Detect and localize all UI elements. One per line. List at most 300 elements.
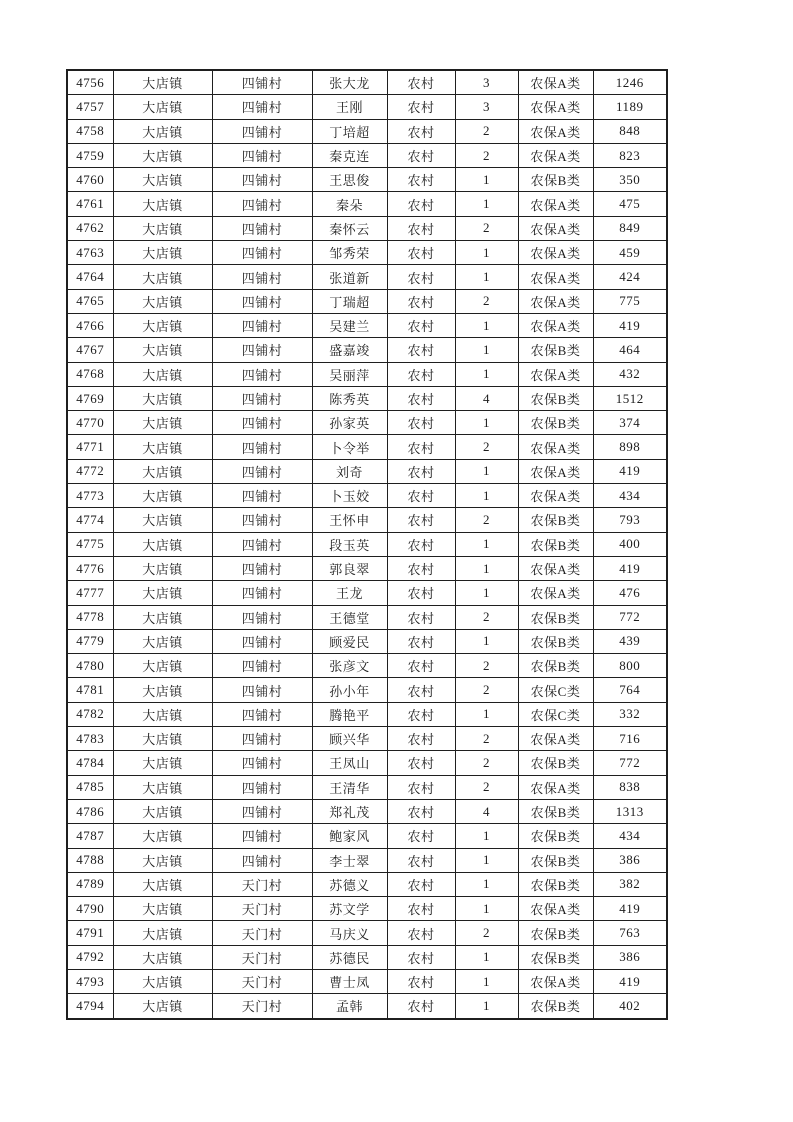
table-row [67,313,667,337]
table-row [67,678,667,702]
cell-serial: 4784 [67,751,113,775]
cell-category: 农保A类 [518,70,593,95]
cell-village: 四铺村 [212,435,312,459]
table-row [67,484,667,508]
cell-residence: 农村 [387,654,455,678]
cell-amount: 402 [593,994,667,1019]
cell-residence: 农村 [387,265,455,289]
cell-amount: 434 [593,484,667,508]
cell-town: 大店镇 [113,459,212,483]
cell-village: 天门村 [212,994,312,1019]
cell-residence: 农村 [387,411,455,435]
cell-village: 四铺村 [212,678,312,702]
cell-amount: 716 [593,727,667,751]
cell-town: 大店镇 [113,216,212,240]
cell-village: 四铺村 [212,216,312,240]
cell-serial: 4764 [67,265,113,289]
cell-town: 大店镇 [113,119,212,143]
cell-serial: 4790 [67,897,113,921]
cell-name: 张道新 [312,265,387,289]
cell-amount: 419 [593,897,667,921]
cell-town: 大店镇 [113,411,212,435]
table-row [67,508,667,532]
cell-count: 1 [455,581,518,605]
cell-serial: 4756 [67,70,113,95]
cell-count: 1 [455,824,518,848]
cell-count: 4 [455,386,518,410]
cell-serial: 4786 [67,799,113,823]
cell-count: 2 [455,654,518,678]
cell-name: 卜令举 [312,435,387,459]
cell-serial: 4782 [67,702,113,726]
cell-category: 农保B类 [518,921,593,945]
cell-count: 1 [455,484,518,508]
cell-serial: 4770 [67,411,113,435]
cell-town: 大店镇 [113,484,212,508]
cell-village: 四铺村 [212,241,312,265]
cell-amount: 1189 [593,95,667,119]
cell-serial: 4793 [67,969,113,993]
cell-name: 王清华 [312,775,387,799]
cell-name: 吴丽萍 [312,362,387,386]
cell-count: 2 [455,435,518,459]
cell-village: 四铺村 [212,629,312,653]
cell-category: 农保B类 [518,411,593,435]
cell-name: 苏德民 [312,945,387,969]
cell-town: 大店镇 [113,605,212,629]
cell-amount: 763 [593,921,667,945]
cell-town: 大店镇 [113,435,212,459]
cell-residence: 农村 [387,994,455,1019]
cell-village: 四铺村 [212,95,312,119]
cell-name: 郑礼茂 [312,799,387,823]
cell-count: 2 [455,143,518,167]
cell-count: 2 [455,508,518,532]
cell-amount: 386 [593,848,667,872]
cell-serial: 4768 [67,362,113,386]
table-row [67,848,667,872]
cell-category: 农保A类 [518,969,593,993]
cell-name: 孟韩 [312,994,387,1019]
cell-town: 大店镇 [113,727,212,751]
cell-town: 大店镇 [113,872,212,896]
table-row [67,192,667,216]
cell-category: 农保C类 [518,678,593,702]
cell-town: 大店镇 [113,386,212,410]
cell-residence: 农村 [387,338,455,362]
cell-town: 大店镇 [113,921,212,945]
cell-name: 王刚 [312,95,387,119]
table-row [67,581,667,605]
cell-serial: 4775 [67,532,113,556]
cell-category: 农保B类 [518,168,593,192]
cell-serial: 4779 [67,629,113,653]
table-row [67,605,667,629]
cell-category: 农保B类 [518,751,593,775]
cell-residence: 农村 [387,581,455,605]
cell-amount: 476 [593,581,667,605]
table-row [67,751,667,775]
cell-count: 1 [455,265,518,289]
table-row [67,289,667,313]
cell-serial: 4761 [67,192,113,216]
cell-village: 四铺村 [212,386,312,410]
cell-amount: 386 [593,945,667,969]
table-row [67,872,667,896]
cell-amount: 1512 [593,386,667,410]
cell-serial: 4776 [67,556,113,580]
cell-serial: 4783 [67,727,113,751]
cell-village: 四铺村 [212,727,312,751]
cell-amount: 332 [593,702,667,726]
cell-count: 1 [455,945,518,969]
cell-residence: 农村 [387,289,455,313]
cell-category: 农保B类 [518,338,593,362]
cell-amount: 374 [593,411,667,435]
cell-residence: 农村 [387,362,455,386]
cell-category: 农保A类 [518,897,593,921]
cell-residence: 农村 [387,143,455,167]
cell-category: 农保A类 [518,435,593,459]
cell-town: 大店镇 [113,265,212,289]
cell-town: 大店镇 [113,362,212,386]
cell-residence: 农村 [387,313,455,337]
table-row [67,775,667,799]
cell-amount: 823 [593,143,667,167]
cell-count: 1 [455,994,518,1019]
table-row [67,143,667,167]
table-row [67,532,667,556]
cell-residence: 农村 [387,192,455,216]
cell-village: 四铺村 [212,168,312,192]
cell-amount: 434 [593,824,667,848]
table-row [67,969,667,993]
cell-town: 大店镇 [113,168,212,192]
cell-count: 1 [455,556,518,580]
cell-count: 2 [455,921,518,945]
cell-village: 四铺村 [212,848,312,872]
cell-residence: 农村 [387,897,455,921]
table-row [67,654,667,678]
cell-name: 王思俊 [312,168,387,192]
cell-amount: 898 [593,435,667,459]
cell-town: 大店镇 [113,95,212,119]
table-row [67,119,667,143]
table-row [67,921,667,945]
cell-count: 3 [455,95,518,119]
cell-residence: 农村 [387,824,455,848]
cell-amount: 793 [593,508,667,532]
cell-name: 王德堂 [312,605,387,629]
cell-amount: 419 [593,313,667,337]
cell-category: 农保B类 [518,848,593,872]
cell-town: 大店镇 [113,799,212,823]
cell-category: 农保A类 [518,459,593,483]
cell-village: 四铺村 [212,799,312,823]
cell-count: 1 [455,848,518,872]
cell-category: 农保B类 [518,629,593,653]
cell-serial: 4788 [67,848,113,872]
cell-serial: 4759 [67,143,113,167]
cell-town: 大店镇 [113,508,212,532]
cell-town: 大店镇 [113,532,212,556]
cell-count: 1 [455,362,518,386]
cell-name: 盛嘉竣 [312,338,387,362]
cell-village: 四铺村 [212,751,312,775]
cell-residence: 农村 [387,168,455,192]
cell-town: 大店镇 [113,848,212,872]
cell-amount: 382 [593,872,667,896]
cell-residence: 农村 [387,241,455,265]
cell-amount: 464 [593,338,667,362]
cell-name: 丁培超 [312,119,387,143]
cell-category: 农保A类 [518,289,593,313]
cell-count: 1 [455,702,518,726]
cell-count: 1 [455,241,518,265]
cell-town: 大店镇 [113,338,212,362]
table-row [67,216,667,240]
table-row [67,702,667,726]
cell-village: 四铺村 [212,411,312,435]
cell-town: 大店镇 [113,70,212,95]
cell-residence: 农村 [387,70,455,95]
cell-category: 农保A类 [518,362,593,386]
cell-serial: 4789 [67,872,113,896]
cell-count: 1 [455,532,518,556]
cell-residence: 农村 [387,459,455,483]
roster-table [66,69,668,1020]
cell-name: 卜玉姣 [312,484,387,508]
table-row [67,994,667,1019]
cell-name: 秦怀云 [312,216,387,240]
cell-residence: 农村 [387,727,455,751]
cell-village: 四铺村 [212,313,312,337]
cell-name: 李士翠 [312,848,387,872]
cell-village: 四铺村 [212,119,312,143]
cell-residence: 农村 [387,751,455,775]
cell-village: 四铺村 [212,289,312,313]
cell-count: 4 [455,799,518,823]
cell-serial: 4758 [67,119,113,143]
cell-serial: 4792 [67,945,113,969]
cell-town: 大店镇 [113,556,212,580]
cell-count: 1 [455,897,518,921]
cell-town: 大店镇 [113,751,212,775]
cell-town: 大店镇 [113,313,212,337]
cell-name: 苏德义 [312,872,387,896]
cell-residence: 农村 [387,216,455,240]
cell-name: 丁瑞超 [312,289,387,313]
cell-name: 段玉英 [312,532,387,556]
cell-name: 张大龙 [312,70,387,95]
cell-village: 四铺村 [212,192,312,216]
cell-town: 大店镇 [113,994,212,1019]
cell-residence: 农村 [387,556,455,580]
cell-town: 大店镇 [113,143,212,167]
cell-village: 天门村 [212,897,312,921]
cell-category: 农保A类 [518,581,593,605]
cell-count: 1 [455,168,518,192]
cell-count: 2 [455,119,518,143]
cell-amount: 400 [593,532,667,556]
cell-count: 1 [455,969,518,993]
cell-town: 大店镇 [113,241,212,265]
cell-village: 四铺村 [212,459,312,483]
cell-village: 四铺村 [212,702,312,726]
cell-category: 农保A类 [518,119,593,143]
cell-amount: 419 [593,459,667,483]
cell-village: 四铺村 [212,143,312,167]
cell-category: 农保B类 [518,532,593,556]
cell-amount: 432 [593,362,667,386]
cell-category: 农保A类 [518,313,593,337]
cell-amount: 419 [593,556,667,580]
cell-name: 吴建兰 [312,313,387,337]
cell-town: 大店镇 [113,702,212,726]
cell-amount: 800 [593,654,667,678]
cell-serial: 4794 [67,994,113,1019]
cell-village: 四铺村 [212,508,312,532]
cell-amount: 419 [593,969,667,993]
table-row [67,435,667,459]
cell-name: 邹秀荣 [312,241,387,265]
cell-count: 1 [455,411,518,435]
cell-residence: 农村 [387,484,455,508]
cell-serial: 4767 [67,338,113,362]
cell-village: 四铺村 [212,824,312,848]
cell-residence: 农村 [387,848,455,872]
cell-residence: 农村 [387,435,455,459]
cell-serial: 4791 [67,921,113,945]
cell-village: 四铺村 [212,484,312,508]
cell-town: 大店镇 [113,969,212,993]
cell-amount: 459 [593,241,667,265]
cell-serial: 4774 [67,508,113,532]
cell-serial: 4785 [67,775,113,799]
cell-residence: 农村 [387,386,455,410]
table-row [67,338,667,362]
cell-amount: 772 [593,605,667,629]
cell-residence: 农村 [387,629,455,653]
cell-town: 大店镇 [113,289,212,313]
table-row [67,799,667,823]
cell-residence: 农村 [387,872,455,896]
table-row [67,386,667,410]
table-row [67,556,667,580]
cell-residence: 农村 [387,532,455,556]
cell-town: 大店镇 [113,678,212,702]
cell-serial: 4765 [67,289,113,313]
cell-category: 农保A类 [518,241,593,265]
cell-count: 2 [455,605,518,629]
cell-category: 农保B类 [518,508,593,532]
cell-village: 四铺村 [212,605,312,629]
cell-serial: 4780 [67,654,113,678]
cell-category: 农保A类 [518,216,593,240]
cell-residence: 农村 [387,945,455,969]
cell-amount: 475 [593,192,667,216]
cell-residence: 农村 [387,678,455,702]
cell-amount: 424 [593,265,667,289]
cell-residence: 农村 [387,605,455,629]
cell-town: 大店镇 [113,945,212,969]
table-body [67,70,667,1019]
cell-count: 1 [455,459,518,483]
cell-residence: 农村 [387,969,455,993]
cell-serial: 4762 [67,216,113,240]
cell-amount: 848 [593,119,667,143]
cell-village: 天门村 [212,921,312,945]
cell-name: 王怀申 [312,508,387,532]
table-row [67,70,667,95]
cell-residence: 农村 [387,508,455,532]
cell-name: 腾艳平 [312,702,387,726]
cell-name: 秦朵 [312,192,387,216]
cell-amount: 772 [593,751,667,775]
cell-category: 农保B类 [518,605,593,629]
cell-village: 四铺村 [212,362,312,386]
cell-village: 四铺村 [212,265,312,289]
cell-category: 农保B类 [518,386,593,410]
table-row [67,168,667,192]
cell-town: 大店镇 [113,824,212,848]
table-row [67,459,667,483]
cell-serial: 4778 [67,605,113,629]
cell-count: 2 [455,727,518,751]
cell-category: 农保B类 [518,799,593,823]
cell-name: 刘奇 [312,459,387,483]
cell-category: 农保A类 [518,484,593,508]
cell-town: 大店镇 [113,897,212,921]
cell-name: 秦克连 [312,143,387,167]
cell-name: 顾爱民 [312,629,387,653]
cell-amount: 849 [593,216,667,240]
cell-amount: 775 [593,289,667,313]
cell-residence: 农村 [387,95,455,119]
cell-count: 2 [455,289,518,313]
cell-serial: 4781 [67,678,113,702]
cell-town: 大店镇 [113,775,212,799]
table-row [67,362,667,386]
cell-name: 马庆义 [312,921,387,945]
cell-village: 四铺村 [212,775,312,799]
cell-village: 四铺村 [212,654,312,678]
cell-name: 郭良翠 [312,556,387,580]
table-row [67,629,667,653]
cell-village: 四铺村 [212,556,312,580]
cell-count: 1 [455,313,518,337]
cell-residence: 农村 [387,119,455,143]
table-row [67,241,667,265]
table-row [67,824,667,848]
cell-village: 天门村 [212,969,312,993]
cell-amount: 1313 [593,799,667,823]
cell-category: 农保B类 [518,994,593,1019]
table-row [67,897,667,921]
cell-category: 农保B类 [518,654,593,678]
cell-amount: 1246 [593,70,667,95]
cell-amount: 350 [593,168,667,192]
cell-village: 四铺村 [212,338,312,362]
cell-residence: 农村 [387,921,455,945]
cell-category: 农保A类 [518,265,593,289]
cell-name: 鲍家风 [312,824,387,848]
cell-residence: 农村 [387,775,455,799]
cell-name: 陈秀英 [312,386,387,410]
cell-category: 农保A类 [518,727,593,751]
cell-name: 孙家英 [312,411,387,435]
cell-category: 农保A类 [518,95,593,119]
